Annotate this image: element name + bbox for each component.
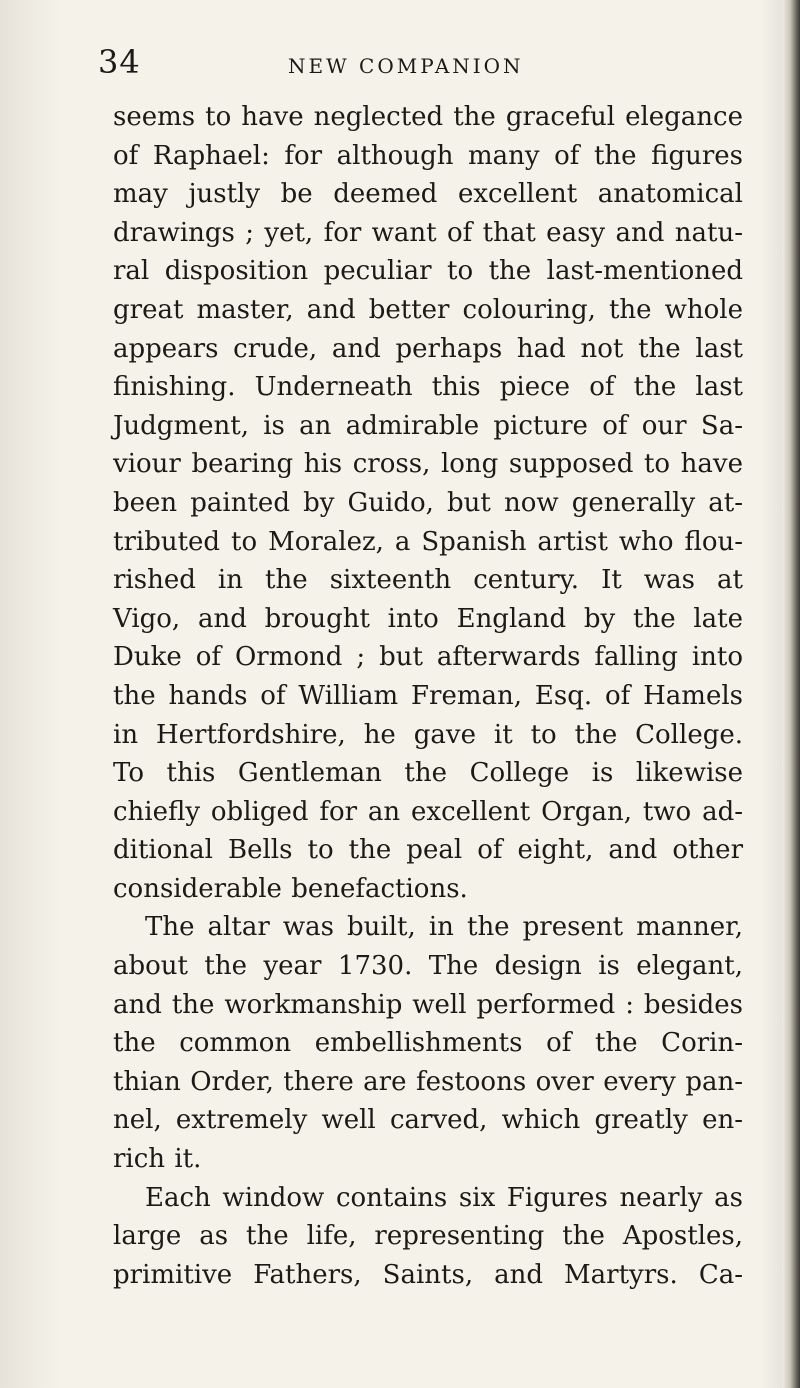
page-header xyxy=(98,40,698,80)
text-line: in Hertfordshire, he gave it to the College. xyxy=(113,719,743,750)
text-line: nel, extremely well carved, which greatly en- xyxy=(113,1105,743,1136)
text-line: To this Gentleman the College is likewise xyxy=(113,758,743,789)
text-line: primitive Fathers, Saints, and Martyrs. Ca- xyxy=(113,1259,743,1290)
text-line: Duke of Ormond ; but afterwards falling into xyxy=(113,642,743,673)
text-line: Each window contains six Figures nearly as xyxy=(145,1182,743,1213)
text-line: and the workmanship well performed : besides xyxy=(113,989,743,1020)
text-line: of Raphael: for although many of the figures xyxy=(113,140,743,171)
page-edge-shadow xyxy=(0,0,60,1388)
text-line: The altar was built, in the present manner, xyxy=(145,912,743,943)
text-line: viour bearing his cross, long supposed to have xyxy=(113,449,743,480)
text-line: drawings ; yet, for want of that easy and natu- xyxy=(113,217,743,248)
text-line: the common embellishments of the Corin- xyxy=(113,1028,743,1059)
text-line: ral disposition peculiar to the last-mentioned xyxy=(113,256,743,287)
running-head: NEW COMPANION xyxy=(288,54,524,78)
text-line: rished in the sixteenth century. It was at xyxy=(113,565,743,596)
text-line: chiefly obliged for an excellent Organ, two ad- xyxy=(113,796,743,827)
text-line: been painted by Guido, but now generally at- xyxy=(113,487,743,518)
text-line: large as the life, representing the Apostles, xyxy=(113,1221,743,1252)
text-line: may justly be deemed excellent anatomical xyxy=(113,179,743,210)
body-text xyxy=(113,98,743,1294)
text-line: about the year 1730. The design is elegant, xyxy=(113,951,743,982)
text-line: the hands of William Freman, Esq. of Hamels xyxy=(113,680,743,711)
text-line: tributed to Moralez, a Spanish artist who flou- xyxy=(113,526,743,557)
text-line: appears crude, and perhaps had not the last xyxy=(113,333,743,364)
page-number: 34 xyxy=(98,43,141,81)
gutter-shadow xyxy=(760,0,782,1388)
text-line: Vigo, and brought into England by the late xyxy=(113,603,743,634)
text-line: seems to have neglected the graceful elegance xyxy=(113,102,743,132)
text-line: considerable benefactions. xyxy=(113,873,468,904)
text-line: finishing. Underneath this piece of the last xyxy=(113,372,743,403)
book-spine-edge xyxy=(782,0,800,1388)
text-line: great master, and better colouring, the whole xyxy=(113,294,743,325)
text-line: ditional Bells to the peal of eight, and other xyxy=(113,835,743,866)
text-line: Judgment, is an admirable picture of our Sa- xyxy=(113,410,743,441)
text-line: thian Order, there are festoons over every pan- xyxy=(113,1066,743,1097)
text-line: rich it. xyxy=(113,1144,202,1175)
